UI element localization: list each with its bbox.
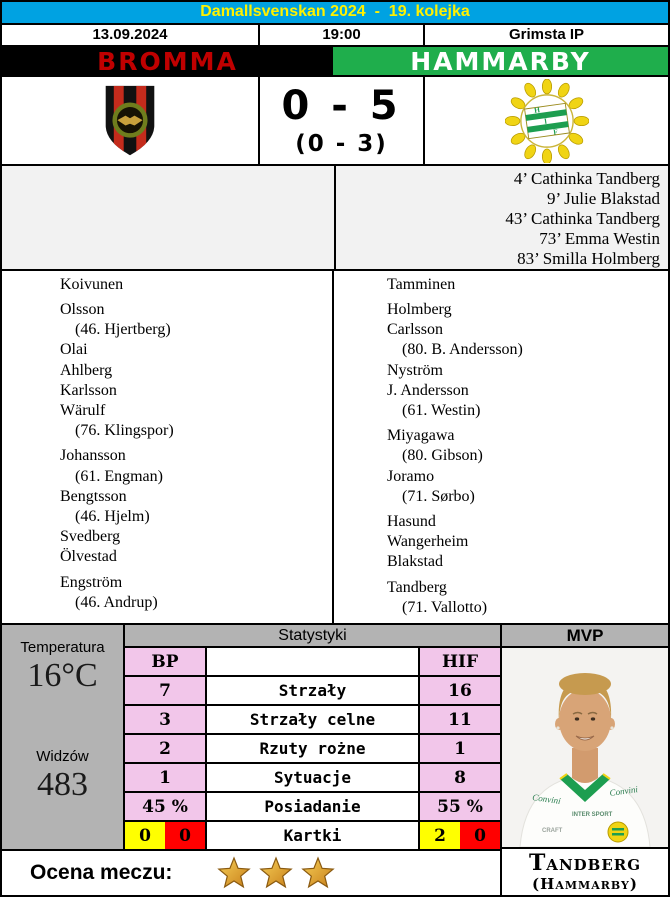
bromma-crest-icon <box>103 83 157 159</box>
goals-section <box>2 166 668 271</box>
stat-home-value: 3 <box>125 706 207 733</box>
player-substitution: (76. Klingspor) <box>75 422 174 440</box>
svg-text:F: F <box>552 126 558 137</box>
player-substitution: (80. Gibson) <box>402 447 483 465</box>
player-name: Olsson <box>60 300 105 318</box>
player-name: Blakstad <box>387 553 443 571</box>
home-team-name: BROMMA <box>97 46 238 76</box>
away-red-cards: 0 <box>460 822 500 849</box>
svg-text:INTER SPORT: INTER SPORT <box>572 812 613 819</box>
player-name: Hasund <box>387 513 436 530</box>
lineup-group <box>60 300 332 441</box>
goal-entry: 73’ Emma Westin <box>539 228 660 248</box>
player-name: Holmberg <box>387 300 452 318</box>
stat-row-corners <box>125 735 500 764</box>
player-name: Carlsson <box>387 321 443 339</box>
league-bar <box>2 2 668 25</box>
stat-away-value: 8 <box>418 764 500 791</box>
lineup-group <box>387 300 668 421</box>
player-name: Tandberg <box>387 578 447 596</box>
star-icon <box>258 856 294 890</box>
goal-entry: 9’ Julie Blakstad <box>547 188 660 208</box>
stat-row-cards <box>125 822 500 849</box>
player-name: Miyagawa <box>387 427 455 445</box>
stat-home-value: 1 <box>125 764 207 791</box>
lineup-group <box>60 446 332 567</box>
player-photo-icon <box>502 648 668 847</box>
away-crest-cell <box>425 77 668 163</box>
player-name: Joramo <box>387 467 435 485</box>
player-substitution: (61. Westin) <box>402 401 481 419</box>
stat-away-value: 55 % <box>418 793 500 820</box>
hammarby-crest-icon <box>505 79 589 163</box>
temperature-value: 16°C <box>27 657 98 695</box>
player-substitution: (71. Sørbo) <box>402 487 475 505</box>
mvp-player-name: Tandberg <box>528 850 642 877</box>
bottom-left <box>2 625 502 895</box>
stat-label: Kartki <box>207 822 418 849</box>
stat-away-value: 1 <box>418 735 500 762</box>
mvp-photo <box>502 648 668 847</box>
home-goals-empty <box>2 166 336 269</box>
player-name: Olai <box>60 341 88 359</box>
stat-away-value: 16 <box>418 677 500 704</box>
mvp-player-team: (Hammarby) <box>532 875 638 894</box>
svg-text:I: I <box>543 115 548 126</box>
away-cards <box>418 822 500 849</box>
attendance-label: Widzów <box>36 748 89 766</box>
player-name: Koivunen <box>60 275 124 293</box>
stats-header-spacer <box>207 648 418 675</box>
home-lineup <box>2 271 334 623</box>
away-goals-list <box>336 166 668 269</box>
player-substitution: (80. B. Andersson) <box>402 341 523 359</box>
player-name: Johansson <box>60 447 126 465</box>
away-team-name: HAMMARBY <box>410 46 591 76</box>
star-icon <box>300 856 336 890</box>
player-name: Ölvestad <box>60 548 117 566</box>
goal-entry: 4’ Cathinka Tandberg <box>513 168 660 188</box>
home-abbr: BP <box>125 648 207 675</box>
lineup-group <box>60 573 332 613</box>
bottom-section <box>2 625 668 895</box>
rating-row <box>2 849 500 895</box>
lineup-group <box>60 275 332 295</box>
stat-label: Posiadanie <box>207 793 418 820</box>
stat-row-shots <box>125 677 500 706</box>
stats-header-row <box>125 648 500 677</box>
player-substitution: (71. Vallotto) <box>402 598 488 616</box>
conditions-box <box>2 625 125 849</box>
stats-area <box>2 625 500 849</box>
stat-away-value: 11 <box>418 706 500 733</box>
stat-home-value: 7 <box>125 677 207 704</box>
home-team-banner <box>2 47 333 75</box>
stat-row-shots-on-target <box>125 706 500 735</box>
mvp-box <box>502 625 668 895</box>
stat-label: Strzały celne <box>207 706 418 733</box>
home-yellow-cards: 0 <box>125 822 165 849</box>
player-substitution: (46. Hjertberg) <box>75 321 171 339</box>
stat-label: Rzuty rożne <box>207 735 418 762</box>
lineups-section <box>2 271 668 625</box>
match-info-row <box>2 25 668 48</box>
lineup-group <box>387 578 668 618</box>
svg-text:H: H <box>533 104 541 115</box>
player-name: Ahlberg <box>60 361 113 379</box>
goal-entry: 83’ Smilla Holmberg <box>517 248 660 268</box>
rating-label: Ocena meczu: <box>30 861 173 885</box>
svg-text:Convini: Convini <box>608 784 639 798</box>
home-crest-cell <box>2 77 260 163</box>
player-name: Tamminen <box>387 275 456 293</box>
player-name: Svedberg <box>60 528 121 546</box>
away-team-banner <box>333 47 668 75</box>
team-banner-row <box>2 47 668 77</box>
final-score: 0 - 5 <box>281 82 402 129</box>
stats-box <box>125 625 500 849</box>
lineup-group <box>387 512 668 573</box>
away-lineup <box>334 271 668 623</box>
player-name: Bengtsson <box>60 487 127 505</box>
player-substitution: (46. Hjelm) <box>75 508 150 525</box>
player-name: Karlsson <box>60 381 117 399</box>
player-substitution: (61. Engman) <box>75 467 163 485</box>
player-name: Engström <box>60 573 123 591</box>
mvp-title: MVP <box>502 625 668 648</box>
goal-entry: 43’ Cathinka Tandberg <box>505 208 660 228</box>
player-name: Wärulf <box>60 401 106 419</box>
svg-text:Convini: Convini <box>531 792 562 806</box>
mvp-name-band <box>502 847 668 895</box>
attendance-value: 483 <box>37 766 88 804</box>
halftime-score: (0 - 3) <box>295 130 388 157</box>
away-yellow-cards: 2 <box>420 822 460 849</box>
match-venue: Grimsta IP <box>508 26 585 44</box>
league-title: Damallsvenskan 2024 - 19. kolejka <box>200 3 470 21</box>
stat-home-value: 45 % <box>125 793 207 820</box>
score-cell <box>260 77 425 163</box>
star-icon <box>216 856 252 890</box>
player-name: Wangerheim <box>387 533 469 551</box>
stat-label: Strzały <box>207 677 418 704</box>
temperature-label: Temperatura <box>20 639 105 657</box>
player-name: J. Andersson <box>387 381 469 399</box>
svg-text:CRAFT: CRAFT <box>542 828 563 835</box>
away-abbr: HIF <box>418 648 500 675</box>
stat-home-value: 2 <box>125 735 207 762</box>
score-row <box>2 77 668 165</box>
stat-row-possession <box>125 793 500 822</box>
match-time: 19:00 <box>260 25 425 46</box>
player-substitution: (46. Andrup) <box>75 593 158 611</box>
rating-stars <box>216 856 336 890</box>
stats-table <box>125 648 500 849</box>
player-name: Nyström <box>387 361 443 379</box>
home-cards <box>125 822 207 849</box>
stats-title: Statystyki <box>125 625 500 648</box>
lineup-group <box>387 275 668 295</box>
lineup-group <box>387 426 668 507</box>
stat-row-chances <box>125 764 500 793</box>
stat-label: Sytuacje <box>207 764 418 791</box>
home-red-cards: 0 <box>165 822 205 849</box>
match-date: 13.09.2024 <box>2 25 260 46</box>
